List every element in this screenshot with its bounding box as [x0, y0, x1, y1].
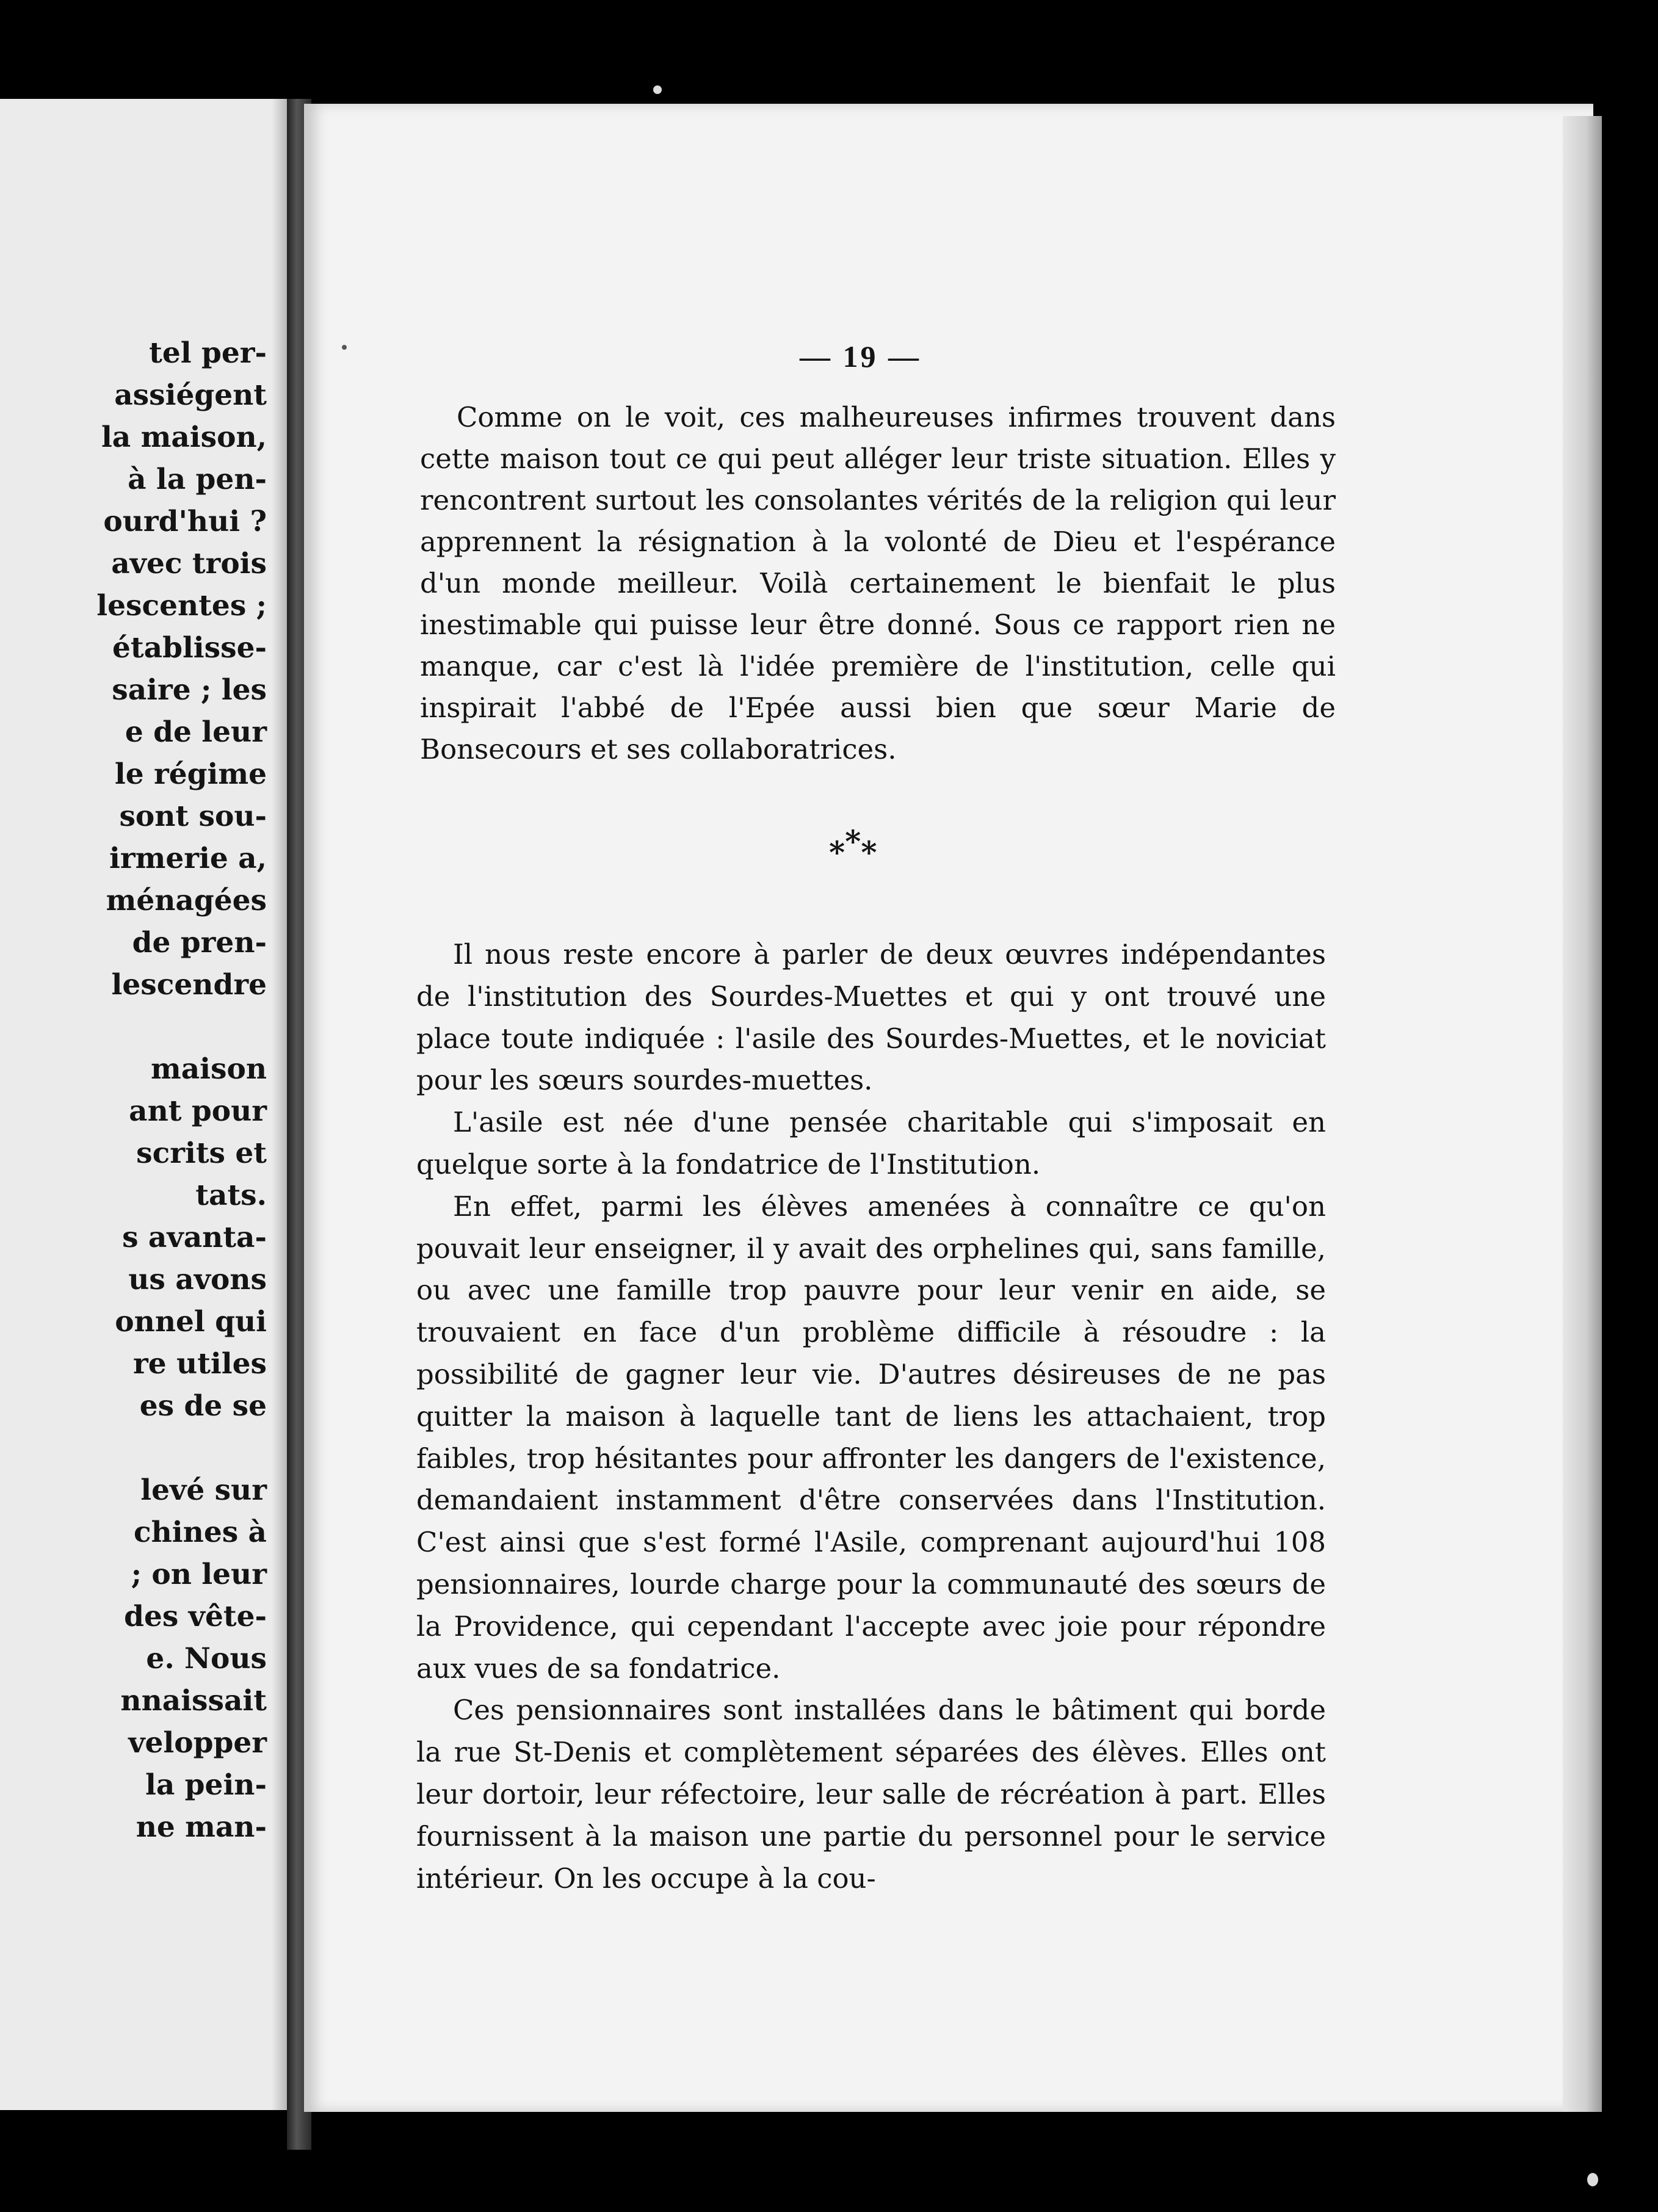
- left-page-line: re utiles: [133, 1347, 267, 1381]
- left-page-line: des vête-: [124, 1600, 267, 1633]
- left-page-line: sont sou-: [119, 800, 267, 833]
- paragraph: En effet, parmi les élèves amenées à connaître ce qu'on pouvait leur enseigner, il y avait des orphelines qui, sans famille, ou avec une famille trop pauvre pour leur venir en aide, se trouvaient en face d'un problème difficile à résoudre : la possibilité de gagner leur vie. D'autres désireuses de ne pas quitter la maison à laquelle tant de liens les attachaient, trop faibles, trop hésitantes pour affronter les dangers de l'existence, demandaient instamment d'être conservées dans l'Institution. C'est ainsi que s'est formé l'Asile, comprenant aujourd'hui 108 pensionnaires, lourde charge pour la communauté des sœurs de la Providence, qui cependant l'accepte avec joie pour répondre aux vues de sa fondatrice.: [416, 1190, 1326, 1685]
- asterisk: *: [829, 834, 845, 870]
- left-page-line: le régime: [114, 757, 267, 791]
- left-page-line: scrits et: [136, 1137, 267, 1170]
- left-page-line: velopper: [128, 1726, 267, 1760]
- left-page-line: établisse-: [112, 631, 267, 665]
- page-number: — 19 —: [800, 339, 921, 374]
- left-page-line: saire ; les: [112, 673, 267, 707]
- left-page-line: assiégent: [114, 378, 267, 412]
- scan-speck: [342, 345, 347, 350]
- left-page-line: la pein-: [145, 1768, 267, 1802]
- scan-speck: [1587, 2173, 1598, 2186]
- section-separator: [829, 823, 877, 870]
- line-gap: [0, 1427, 267, 1469]
- scan-speck: [653, 85, 662, 94]
- left-page-text-column: [0, 332, 267, 1848]
- left-page-line: nnaissait: [120, 1684, 267, 1718]
- left-page-line: ant pour: [129, 1094, 267, 1128]
- left-page-line: lescentes ;: [96, 589, 267, 623]
- paragraph: L'asile est née d'une pensée charitable qui s'imposait en quelque sorte à la fondatrice de l'Institution.: [416, 1106, 1326, 1180]
- asterisk: *: [845, 823, 861, 859]
- line-gap: [0, 1006, 267, 1048]
- left-page-line: lescendre: [111, 968, 267, 1002]
- left-page-line: es de se: [139, 1389, 267, 1423]
- left-page-line: ourd'hui ?: [103, 505, 267, 538]
- left-page-line: s avanta-: [122, 1221, 267, 1254]
- paragraph: Ces pensionnaires sont installées dans le bâtiment qui borde la rue St-Denis et complètement séparées des élèves. Elles ont leur dortoir, leur réfectoire, leur salle de récréation à part. Elles fournissent à la maison une partie du personnel pour le service intérieur. On les occupe à la cou-: [416, 1694, 1326, 1895]
- paragraph: Comme on le voit, ces malheureuses infirmes trouvent dans cette maison tout ce qui peut alléger leur triste situation. Elles y rencontrent surtout les consolantes vérités de la religion qui leur apprennent la résignation à la volonté de Dieu et l'espérance d'un monde meilleur. Voilà certainement le bienfait le plus inestimable qui puisse leur être donné. Sous ce rapport rien ne manque, car c'est là l'idée première de l'institution, celle qui inspirait l'abbé de l'Epée aussi bien que sœur Marie de Bonsecours et ses collaboratrices.: [420, 401, 1336, 765]
- left-page-line: chines à: [134, 1516, 267, 1549]
- left-facing-page: [0, 99, 296, 2110]
- left-page-line: onnel qui: [115, 1305, 267, 1339]
- left-page-line: e de leur: [125, 715, 267, 749]
- left-page-line: e. Nous: [146, 1642, 267, 1675]
- left-page-line: ; on leur: [131, 1558, 267, 1591]
- left-page-line: levé sur: [140, 1473, 267, 1507]
- page-edge: [1563, 116, 1602, 2112]
- left-page-line: maison: [150, 1052, 267, 1086]
- asterisk: *: [861, 834, 877, 870]
- left-page-line: us avons: [128, 1263, 267, 1296]
- left-page-line: ménagées: [106, 884, 267, 917]
- paragraph: Il nous reste encore à parler de deux œuvres indépendantes de l'institution des Sourdes-Muettes et qui y ont trouvé une place toute indiquée : l'asile des Sourdes-Muettes, et le noviciat pour les sœurs sourdes-muettes.: [416, 938, 1326, 1097]
- left-page-line: la maison,: [101, 421, 267, 454]
- left-page-line: tats.: [195, 1179, 267, 1212]
- left-page-line: irmerie a,: [109, 842, 267, 875]
- left-page-line: avec trois: [111, 547, 267, 580]
- left-page-line: de pren-: [132, 926, 267, 960]
- left-page-line: à la pen-: [128, 463, 267, 496]
- text-block-top: [420, 397, 1336, 770]
- left-page-line: tel per-: [149, 336, 267, 370]
- text-block-bottom: [416, 934, 1326, 1899]
- left-page-line: ne man-: [136, 1810, 267, 1844]
